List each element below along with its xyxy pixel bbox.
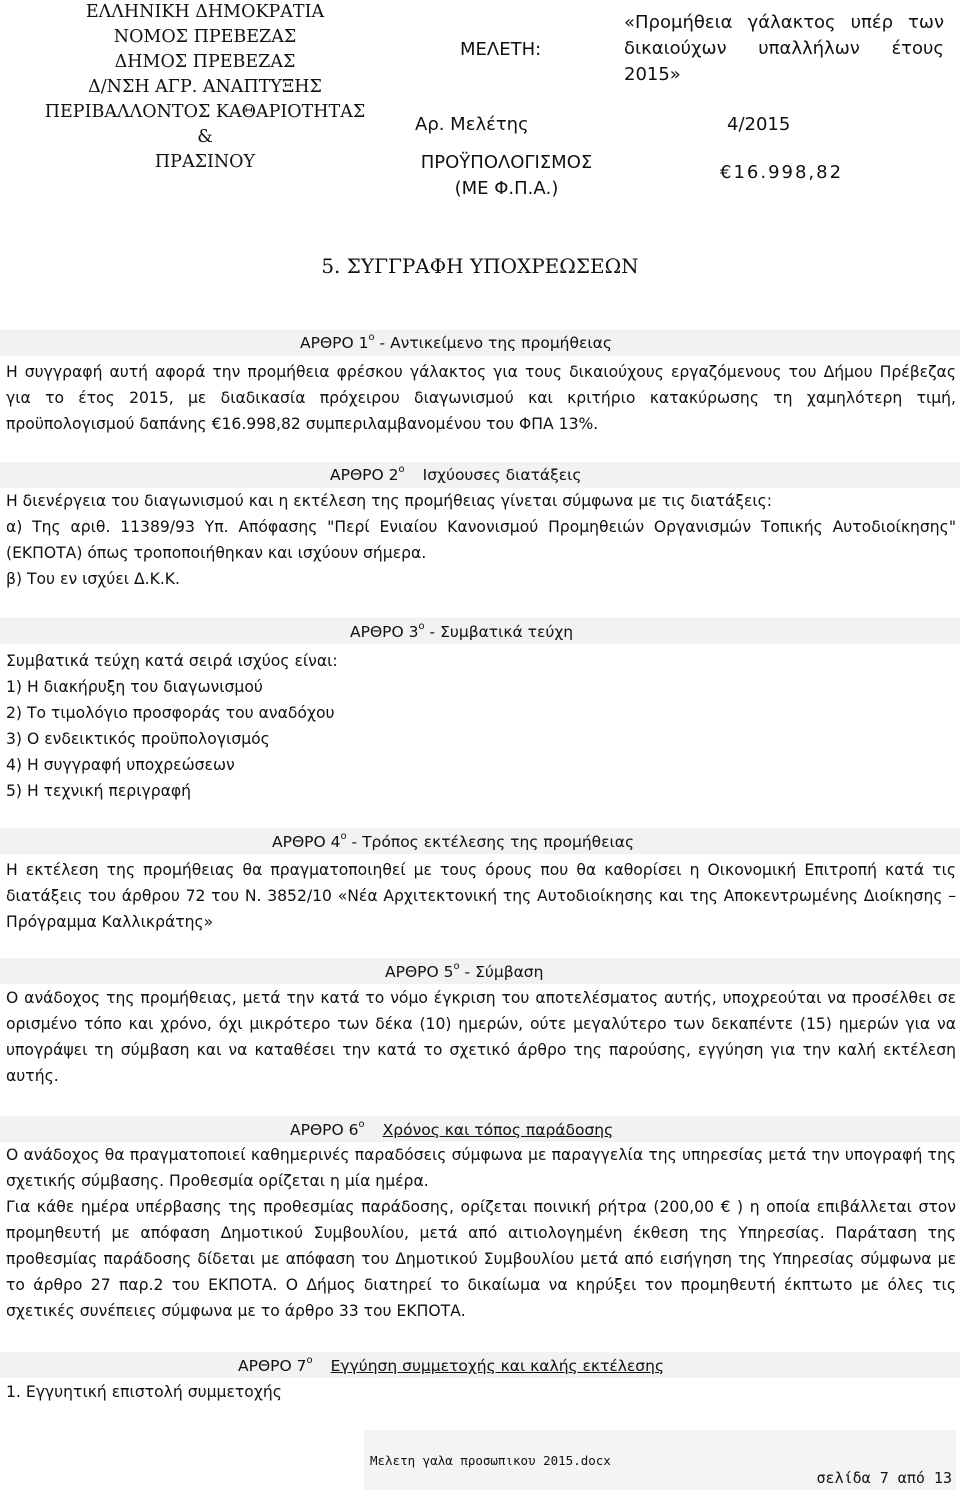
article-subject: Τρόπος εκτέλεσης της προμήθειας (362, 833, 635, 851)
article-number: ΑΡΘΡΟ 4 (272, 833, 341, 851)
article-7-body (6, 1379, 282, 1405)
article-subject: Αντικείμενο της προμήθειας (390, 334, 612, 352)
list-item: 1. Εγγυητική επιστολή συμμετοχής (6, 1383, 282, 1401)
study-number-label: Αρ. Μελέτης (415, 114, 529, 135)
paragraph: Η εκτέλεση της προμήθειας θα πραγματοποιηθεί με τους όρους που θα καθορίσει η Οικονομική Επιτροπή κατά τις διατάξεις του άρθρου 72 του Ν. 3852/10 «Νέα Αρχιτεκτονική της Αυτοδιοίκησης και της Αποκεντρωμένης Διοίκησης – Πρόγραμμα Καλλικράτης» (6, 861, 956, 931)
budget-value: €16.998,82 (720, 162, 844, 183)
ordinal-sup: ο (358, 1119, 365, 1130)
list-intro: Συμβατικά τεύχη κατά σειρά ισχύος είναι: (6, 652, 338, 670)
paragraph: Για κάθε ημέρα υπέρβασης της προθεσμίας παράδοσης, ορίζεται ποινική ρήτρα (200,00 € ) η οποία επιβάλλεται στον προμηθευτή με απόφαση Δημοτικού Συμβουλίου, μετά από αιτιολογημένη έκθεση της Υπηρεσίας. Παράταση της προθεσμίας παράδοσης δίδεται με απόφαση του Δημοτικού Συμβουλίου μετά από εισήγηση της Υπηρεσίας σύμφωνα με το άρθρο 27 παρ.2 του ΕΚΠΟΤΑ. Ο Δήμος διατηρεί το δικαίωμα να κηρύξει τον προμηθευτή έκπτωτο με όλες τις σχετικές συνέπειες σύμφωνα με το άρθρο 33 του ΕΚΠΟΤΑ. (6, 1198, 956, 1320)
article-number: ΑΡΘΡΟ 3 (350, 623, 419, 641)
article-number: ΑΡΘΡΟ 5 (385, 963, 454, 981)
authority-line: ΠΕΡΙΒΑΛΛΟΝΤΟΣ ΚΑΘΑΡΙΟΤΗΤΑΣ & (44, 102, 366, 147)
article-3-body (6, 648, 338, 804)
article-subject: Σύμβαση (475, 963, 544, 981)
ordinal-sup: ο (368, 332, 375, 343)
ordinal-sup: ο (306, 1355, 313, 1366)
authority-line: ΕΛΛΗΝΙΚΗ ΔΗΜΟΚΡΑΤΙΑ (85, 2, 325, 22)
article-number: ΑΡΘΡΟ 2 (330, 466, 399, 484)
article-4-body (6, 857, 956, 935)
authority-block (40, 0, 370, 175)
article-number: ΑΡΘΡΟ 1 (300, 334, 369, 352)
article-6-heading (0, 1116, 960, 1142)
article-5-heading: ΑΡΘΡΟ $5^o$ - Σύμβαση (0, 958, 960, 984)
list-item: 5) Η τεχνική περιγραφή (6, 782, 192, 800)
authority-line: ΝΟΜΟΣ ΠΡΕΒΕΖΑΣ (113, 27, 297, 47)
ordinal-sup: ο (340, 831, 347, 842)
article-1-heading: ΑΡΘΡΟ $1^o$ - Αντικείμενο της προμήθειας (0, 330, 960, 356)
ordinal-sup: ο (453, 961, 460, 972)
footer-filename: Μελετη γαλα προσωπικου 2015.docx (370, 1453, 611, 1468)
budget-label (414, 150, 599, 202)
list-item: 4) Η συγγραφή υποχρεώσεων (6, 756, 235, 774)
paragraph: Ο ανάδοχος της προμήθειας, μετά την κατά το νόμο έγκριση του αποτελέσματος αυτής, υποχρεούται να προσέλθει σε ορισμένο τόπο και χρόνο, όχι μικρότερο των δέκα (10) ημερών, ούτε μεγαλύτερο των δεκαπέντε (15) ημερών για να υπογράψει τη σύμβαση και να καταθέσει την κατά το σχετικό άρθρο της παρούσης, εγγύηση για την καλή εκτέλεση αυτής. (6, 989, 956, 1085)
ordinal-sup: ο (398, 464, 405, 475)
paragraph: α) Της αριθ. 11389/93 Υπ. Απόφασης "Περί Ενιαίου Κανονισμού Προμηθειών Οργανισμών Τοπικής Αυτοδιοίκησης" (ΕΚΠΟΤΑ) όπως τροποποιήθηκαν και ισχύουν σήμερα. (6, 518, 956, 562)
page-footer (364, 1430, 956, 1490)
article-2-body (6, 488, 956, 592)
authority-line: Δ/ΝΣΗ ΑΓΡ. ΑΝΑΠΤΥΞΗΣ (88, 77, 322, 97)
study-label: ΜΕΛΕΤΗ: (460, 39, 542, 60)
paragraph: Η συγγραφή αυτή αφορά την προμήθεια φρέσκου γάλακτος για τους δικαιούχους εργαζόμενους του Δήμου Πρέβεζας για το έτος 2015, με διαδικασία πρόχειρου διαγωνισμού και κριτήριο κατακύρωσης τη χαμηλότερη τιμή, προϋπολογισμού δαπάνης €16.998,82 συμπεριλαμβανομένου του ΦΠΑ 13%. (6, 363, 956, 433)
euro-icon: € (720, 162, 734, 183)
article-number: ΑΡΘΡΟ 6 (290, 1121, 359, 1139)
study-title-line: 2015» (624, 64, 681, 85)
footer-page-number: σελίδα 7 από 13 (816, 1469, 952, 1487)
article-subject: Εγγύηση συμμετοχής και καλής εκτέλεσης (330, 1357, 665, 1375)
article-7-heading (0, 1352, 960, 1378)
article-subject: Ισχύουσες διατάξεις (422, 466, 582, 484)
article-5-body (6, 985, 956, 1089)
budget-label-line: ΠΡΟΫΠΟΛΟΓΙΣΜΟΣ (420, 152, 593, 173)
ordinal-sup: ο (418, 621, 425, 632)
article-1-body (6, 359, 956, 437)
article-6-body (6, 1142, 956, 1324)
authority-line: ΔΗΜΟΣ ΠΡΕΒΕΖΑΣ (114, 52, 296, 72)
article-number: ΑΡΘΡΟ 7 (238, 1357, 307, 1375)
article-3-heading: ΑΡΘΡΟ $3^o$ - Συμβατικά τεύχη (0, 618, 960, 644)
study-title-line: δικαιούχων υπαλλήλων έτους (624, 38, 944, 59)
list-item: 2) Το τιμολόγιο προσφοράς του αναδόχου (6, 704, 335, 722)
paragraph: Η διενέργεια του διαγωνισμού και η εκτέλεση της προμήθειας γίνεται σύμφωνα με τις διατάξεις: (6, 492, 773, 510)
paragraph: β) Του εν ισχύει Δ.Κ.Κ. (6, 570, 180, 588)
authority-line: ΠΡΑΣΙΝΟΥ (154, 152, 256, 172)
study-title (624, 10, 944, 88)
page-title: 5. ΣΥΓΓΡΑΦΗ ΥΠΟΧΡΕΩΣΕΩΝ (321, 254, 639, 278)
article-2-heading (0, 462, 960, 488)
budget-label-line: (ΜΕ Φ.Π.Α.) (454, 178, 559, 199)
study-number-value: 4/2015 (727, 114, 791, 135)
article-4-heading: ΑΡΘΡΟ $4^o$ - Τρόπος εκτέλεσης της προμήθειας (0, 828, 960, 854)
article-subject: Συμβατικά τεύχη (440, 623, 574, 641)
paragraph: Ο ανάδοχος θα πραγματοποιεί καθημερινές παραδόσεις σύμφωνα με παραγγελία της υπηρεσίας μετά την υπογραφή της σχετικής σύμβασης. Προθεσμία ορίζεται η μία ημέρα. (6, 1146, 956, 1190)
list-item: 3) Ο ενδεικτικός προϋπολογισμός (6, 730, 270, 748)
study-title-line: «Προμήθεια γάλακτος υπέρ των (624, 12, 944, 33)
list-item: 1) Η διακήρυξη του διαγωνισμού (6, 678, 263, 696)
article-subject: Χρόνος και τόπος παράδοσης (382, 1121, 614, 1139)
